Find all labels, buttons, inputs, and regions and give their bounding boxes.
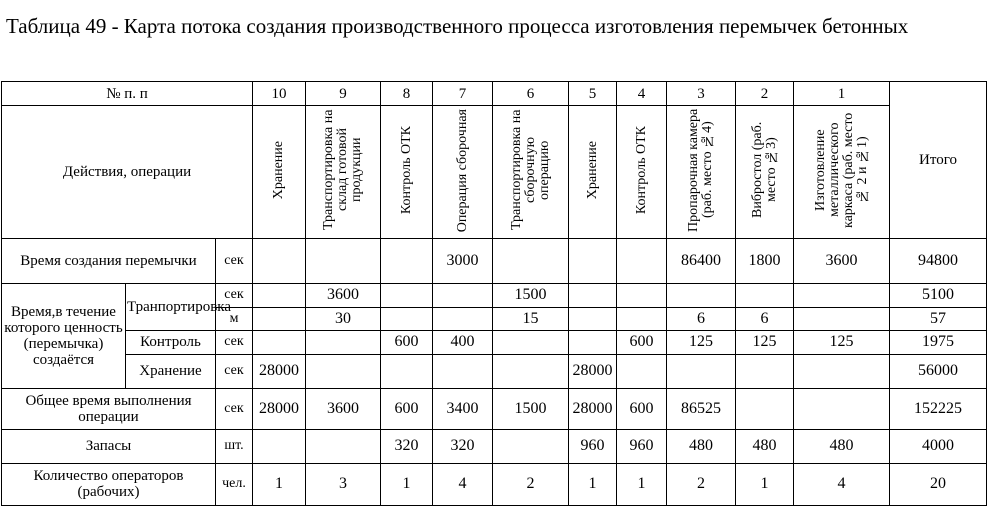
value-cell: 320 [433,429,493,463]
value-cell: 1 [569,463,617,505]
value-cell [617,239,667,284]
operation-name: Транспортировка на склад готовой продукции [321,109,364,231]
total-cell: 5100 [890,284,987,307]
unit-cell: сек [216,284,253,307]
value-cell: 960 [617,429,667,463]
value-cell: 3600 [794,239,890,284]
value-cell [381,239,433,284]
value-cell: 3600 [306,388,381,429]
value-cell [794,284,890,307]
value-cell: 28000 [253,354,306,388]
table-row [2,429,987,463]
col-number: 10 [253,82,306,106]
value-cell: 600 [381,388,433,429]
value-cell [617,354,667,388]
value-cell [794,388,890,429]
total-cell: 56000 [890,354,987,388]
unit-cell: шт. [216,429,253,463]
document-title: Таблица 49 - Карта потока создания производственного процесса изготовления перемычек бетонных [6,14,909,38]
value-cell [569,330,617,354]
unit-cell: сек [216,388,253,429]
numbers-row [2,82,987,106]
operation-name: Вибростол (раб. место №3) [749,122,779,219]
table-row [2,388,987,429]
value-cell: 125 [794,330,890,354]
value-cell: 1 [617,463,667,505]
value-cell [381,307,433,330]
operation-name: Транспортировка на сборочную операцию [508,109,552,231]
value-cell [381,354,433,388]
value-cell [253,284,306,307]
operation-name: Контроль ОТК [633,126,649,215]
value-cell: 1500 [493,388,569,429]
total-cell: 94800 [890,239,987,284]
total-cell: 1975 [890,330,987,354]
value-cell [794,354,890,388]
value-cell: 600 [381,330,433,354]
col-number: 7 [433,82,493,106]
value-cell: 960 [569,429,617,463]
value-cell [736,284,794,307]
value-cell [433,284,493,307]
total-cell: 4000 [890,429,987,463]
row-label: Количество операторов (рабочих) [2,463,216,505]
value-cell [736,354,794,388]
value-cell [306,330,381,354]
col-number: 5 [569,82,617,106]
col-number: 4 [617,82,667,106]
value-cell [569,239,617,284]
value-cell: 480 [736,429,794,463]
value-cell: 6 [667,307,736,330]
value-cell [569,307,617,330]
value-cell: 30 [306,307,381,330]
total-header: Итого [890,82,987,239]
total-cell: 57 [890,307,987,330]
value-cell: 6 [736,307,794,330]
value-cell [433,307,493,330]
value-cell: 1 [736,463,794,505]
value-cell: 4 [433,463,493,505]
value-cell: 600 [617,388,667,429]
row-label: Время создания перемычки [2,239,216,284]
col-number: 8 [381,82,433,106]
value-cell: 2 [493,463,569,505]
value-cell [667,284,736,307]
unit-cell: м [216,307,253,330]
value-cell: 3 [306,463,381,505]
value-cell [306,354,381,388]
value-cell: 480 [667,429,736,463]
value-cell: 320 [381,429,433,463]
value-cell [433,354,493,388]
table-row [2,463,987,505]
value-cell: 1800 [736,239,794,284]
row-label: Запасы [2,429,216,463]
value-cell [617,284,667,307]
row-label: Контроль [126,330,216,354]
value-cell: 28000 [253,388,306,429]
value-cell: 4 [794,463,890,505]
value-cell: 86400 [667,239,736,284]
table-row [2,239,987,284]
total-cell: 152225 [890,388,987,429]
value-cell: 125 [667,330,736,354]
value-cell: 600 [617,330,667,354]
value-cell: 1 [381,463,433,505]
value-cell: 2 [667,463,736,505]
value-cell: 1 [253,463,306,505]
operations-row [2,106,987,239]
total-cell: 20 [890,463,987,505]
col-number: 9 [306,82,381,106]
col-number: 2 [736,82,794,106]
row-label: Общее время выполнения операции [2,388,216,429]
value-cell [253,330,306,354]
operation-name: Хранение [584,141,600,200]
value-cell [381,284,433,307]
unit-cell: чел. [216,463,253,505]
group-label: Время,в течение которого ценность (перемычка) создаётся [2,284,126,388]
value-cell: 480 [794,429,890,463]
value-cell [667,354,736,388]
value-cell: 125 [736,330,794,354]
table-row [2,284,987,307]
value-cell: 15 [493,307,569,330]
row-label: Транпортировка [126,284,216,330]
operation-name: Изготовление металлического каркаса (раб. место № 2 и №1) [812,112,870,228]
num-label: № п. п [2,82,253,106]
table-row [2,354,987,388]
operation-name: Хранение [271,141,286,200]
unit-cell: сек [216,354,253,388]
value-cell: 400 [433,330,493,354]
value-cell [493,330,569,354]
row-label: Хранение [126,354,216,388]
process-flow-table [1,81,987,506]
value-cell [253,307,306,330]
actions-label: Действия, операции [2,106,253,239]
value-cell: 3000 [433,239,493,284]
value-cell: 86525 [667,388,736,429]
operation-name: Контроль ОТК [398,126,414,215]
operation-name: Операция сборочная [454,108,470,232]
unit-cell: сек [216,239,253,284]
value-cell [306,429,381,463]
value-cell: 1500 [493,284,569,307]
col-number: 6 [493,82,569,106]
value-cell [736,388,794,429]
value-cell [493,239,569,284]
value-cell [253,429,306,463]
value-cell: 28000 [569,354,617,388]
table-row [2,330,987,354]
value-cell [253,239,306,284]
value-cell [493,354,569,388]
value-cell [493,429,569,463]
value-cell: 3600 [306,284,381,307]
unit-cell: сек [216,330,253,354]
col-number: 1 [794,82,890,106]
operation-name: Пропарочная камера (раб. место №4) [686,108,715,232]
col-number: 3 [667,82,736,106]
value-cell [306,239,381,284]
value-cell [569,284,617,307]
value-cell [794,307,890,330]
value-cell: 28000 [569,388,617,429]
value-cell [617,307,667,330]
value-cell: 3400 [433,388,493,429]
